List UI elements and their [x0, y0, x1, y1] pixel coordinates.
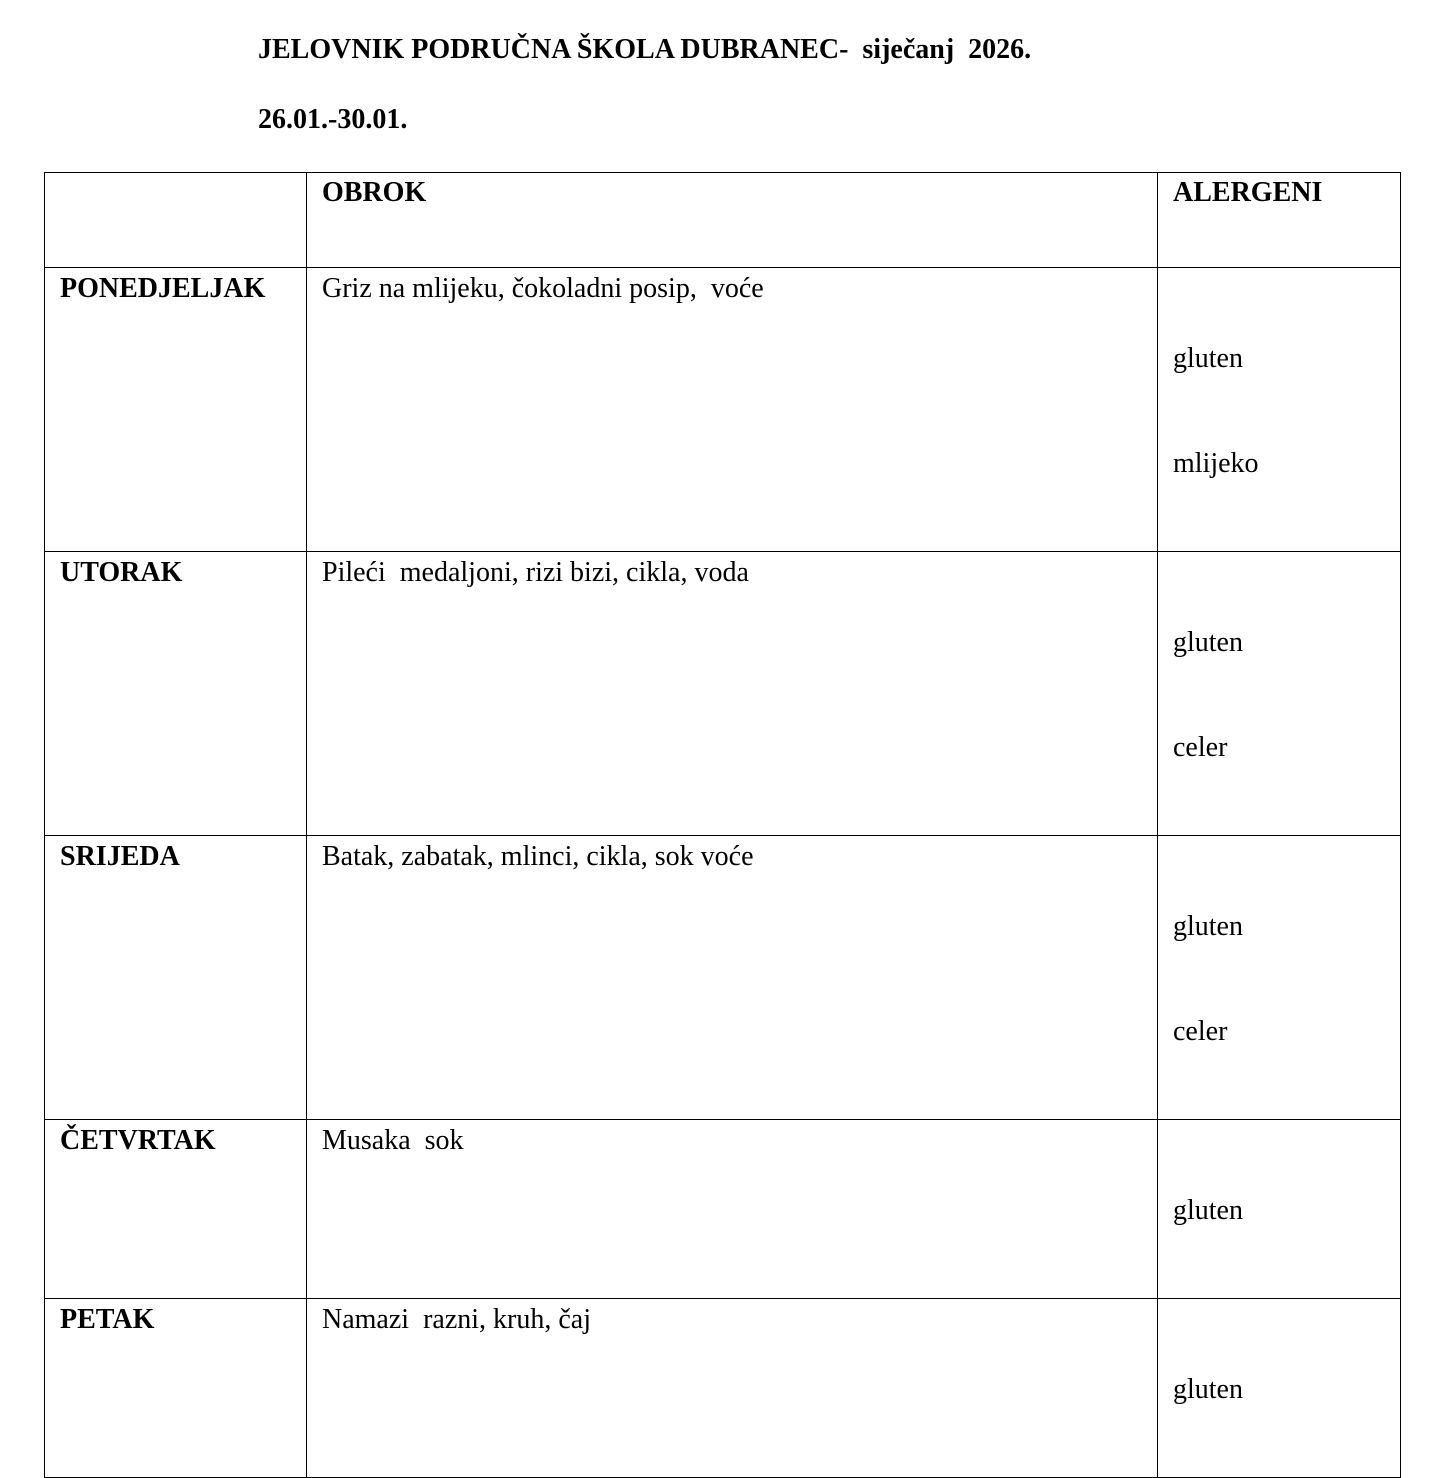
allergen-item: gluten [1173, 911, 1243, 942]
header-allergens: ALERGENI [1158, 173, 1401, 268]
allergen-item: celer [1173, 1016, 1228, 1047]
allergens-cell [1158, 1299, 1401, 1478]
allergen-item: gluten [1173, 343, 1243, 374]
allergen-item: gluten [1173, 1374, 1243, 1405]
allergen-item: mlijeko [1173, 448, 1259, 479]
allergen-item: celer [1173, 732, 1228, 763]
table-row [45, 1120, 1401, 1299]
table-row [45, 836, 1401, 1120]
allergen-item: gluten [1173, 1195, 1243, 1226]
day-cell: UTORAK [45, 552, 307, 836]
table-header-row [45, 173, 1401, 268]
document-title: JELOVNIK PODRUČNA ŠKOLA DUBRANEC- siječanj 2026. [258, 34, 1032, 65]
meal-cell: Pileći medaljoni, rizi bizi, cikla, voda [307, 552, 1158, 836]
meal-cell: Namazi razni, kruh, čaj [307, 1299, 1158, 1478]
day-cell: PETAK [45, 1299, 307, 1478]
header-meal: OBROK [307, 173, 1158, 268]
day-cell: ČETVRTAK [45, 1120, 307, 1299]
menu-table [44, 172, 1401, 1478]
allergens-cell [1158, 268, 1401, 552]
allergen-item: gluten [1173, 627, 1243, 658]
table-row [45, 268, 1401, 552]
table-row [45, 1299, 1401, 1478]
meal-cell: Musaka sok [307, 1120, 1158, 1299]
day-cell: PONEDJELJAK [45, 268, 307, 552]
meal-cell: Griz na mlijeku, čokoladni posip, voće [307, 268, 1158, 552]
meal-cell: Batak, zabatak, mlinci, cikla, sok voće [307, 836, 1158, 1120]
date-range: 26.01.-30.01. [258, 104, 408, 135]
allergens-cell [1158, 552, 1401, 836]
allergens-cell [1158, 1120, 1401, 1299]
table-row [45, 552, 1401, 836]
day-cell: SRIJEDA [45, 836, 307, 1120]
header-day [45, 173, 307, 268]
allergens-cell [1158, 836, 1401, 1120]
